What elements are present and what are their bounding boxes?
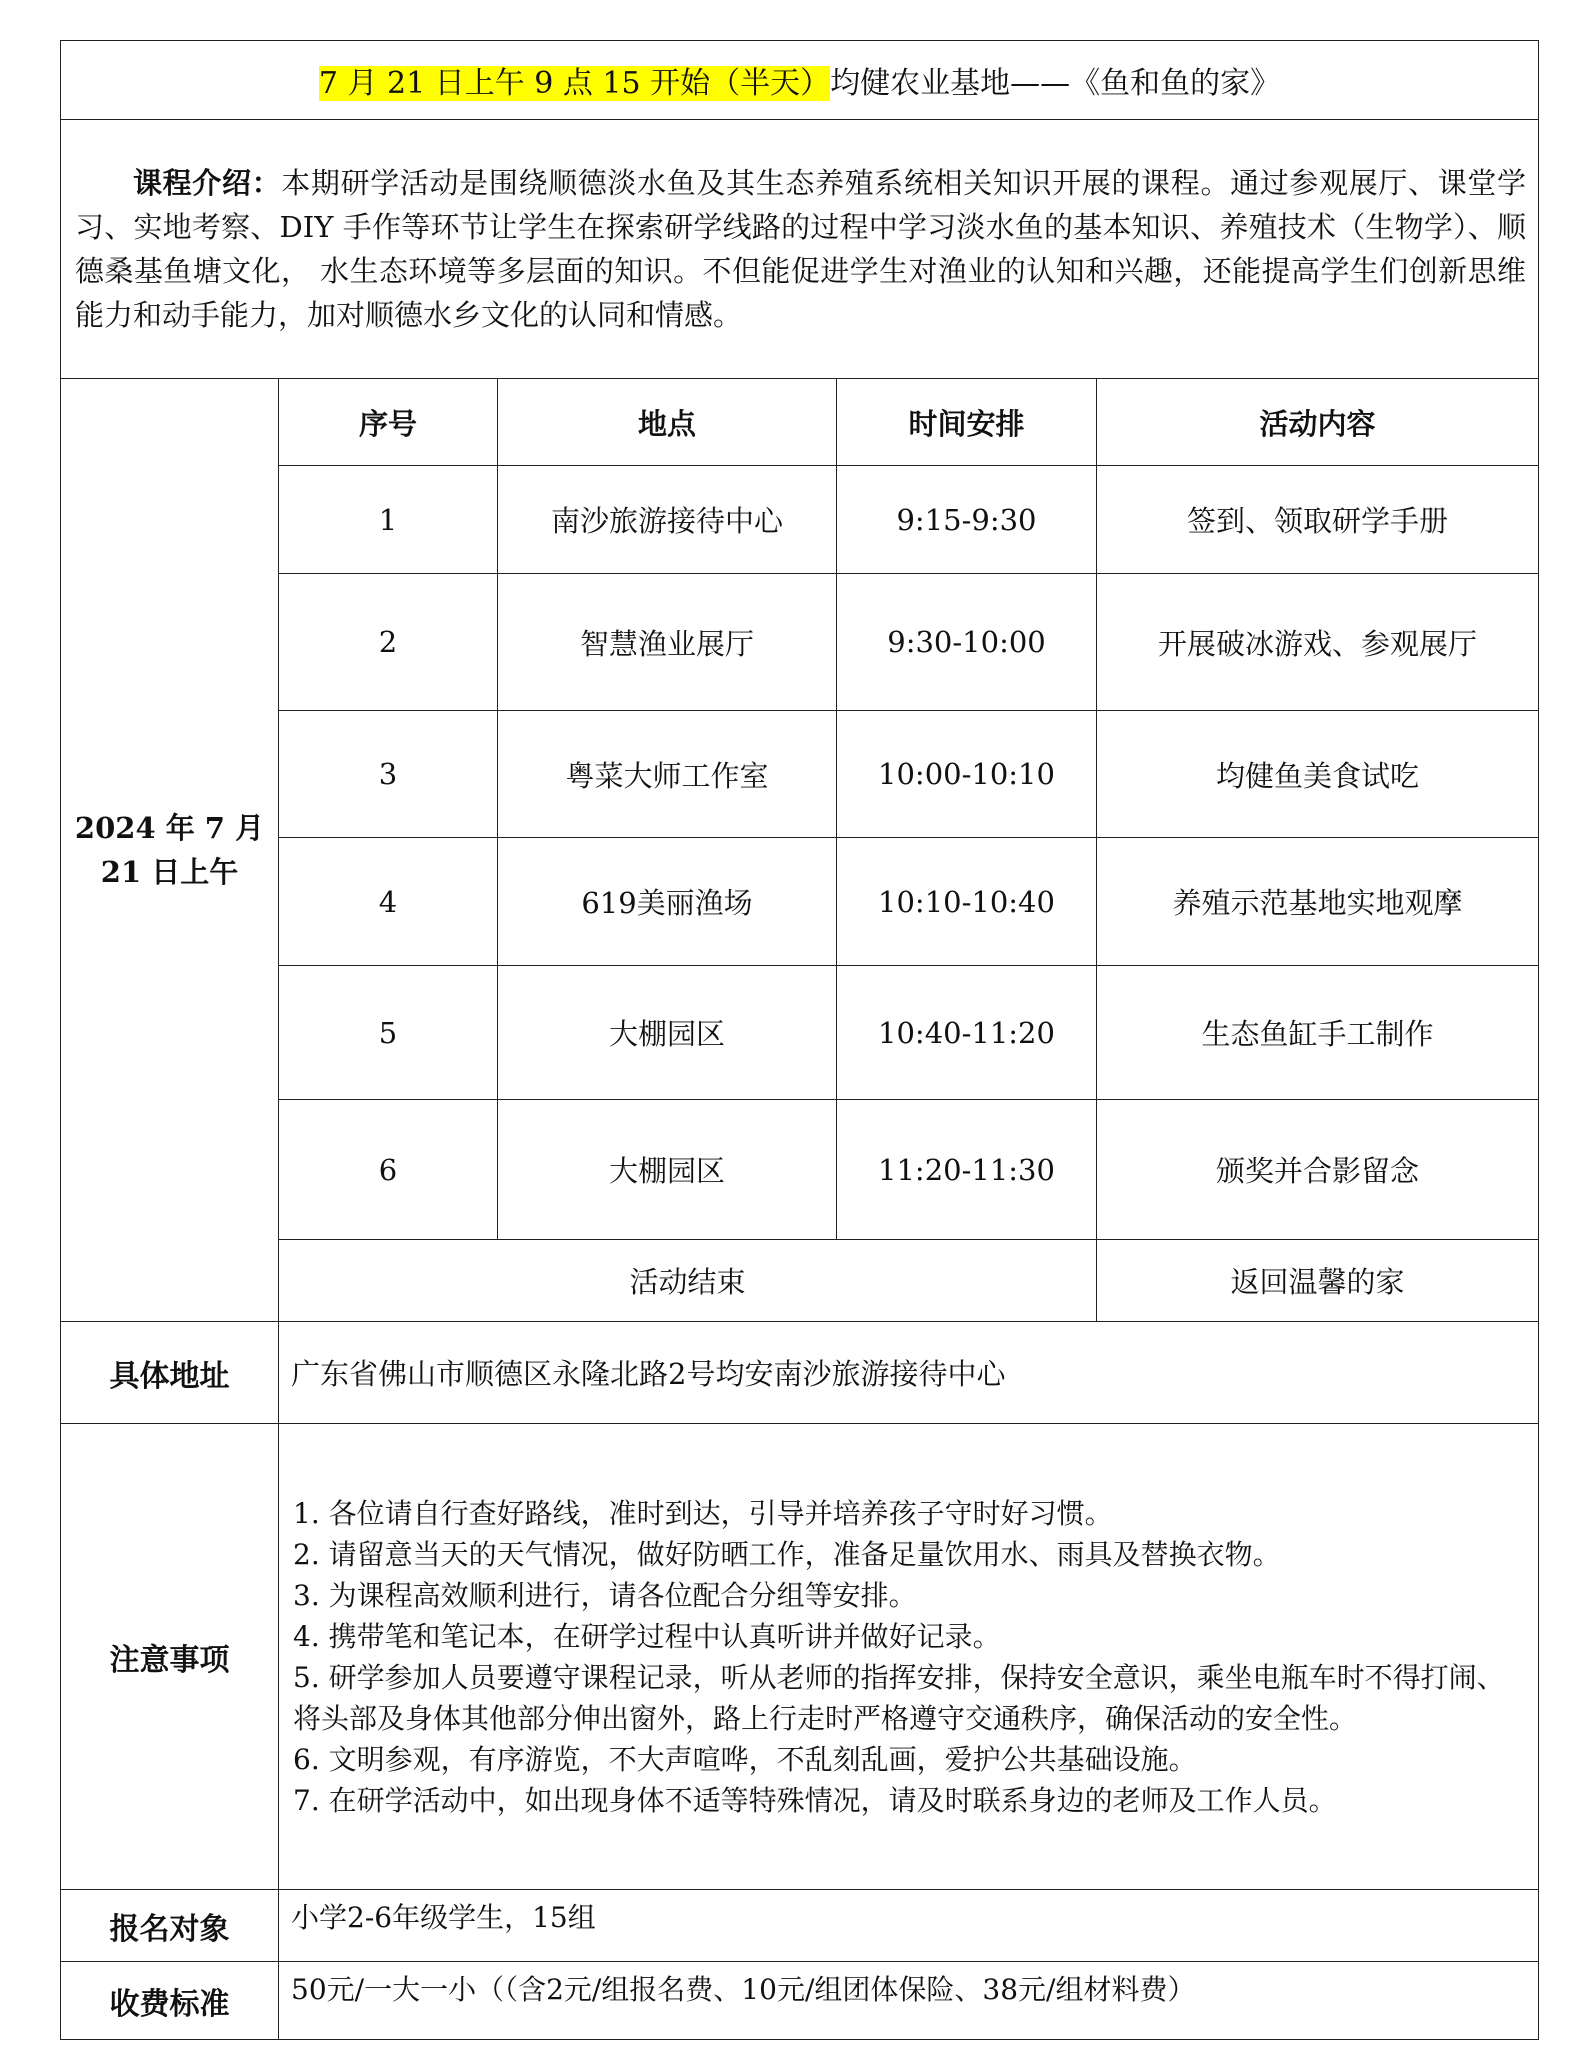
intro-label: 课程介绍： [133, 166, 282, 200]
return-home: 返回温馨的家 [1097, 1240, 1539, 1322]
header-activity: 活动内容 [1097, 379, 1539, 466]
header-no: 序号 [279, 379, 498, 466]
intro-row [61, 120, 1539, 379]
row-time: 10:10-10:40 [837, 838, 1097, 966]
document-page [60, 40, 1538, 2040]
list-item: 2. 请留意当天的天气情况，做好防晒工作，准备足量饮用水、雨具及替换衣物。 [293, 1537, 1281, 1571]
row-place: 智慧渔业展厅 [498, 574, 837, 711]
title-rest: 均健农业基地——《鱼和鱼的家》 [830, 66, 1281, 101]
row-no: 1 [279, 466, 498, 574]
table-row [61, 966, 1539, 1100]
table-row [61, 1100, 1539, 1240]
target-row [61, 1890, 1539, 1962]
row-place: 粤菜大师工作室 [498, 711, 837, 838]
row-activity: 开展破冰游戏、参观展厅 [1097, 574, 1539, 711]
row-no: 5 [279, 966, 498, 1100]
row-no: 4 [279, 838, 498, 966]
notes-label: 注意事项 [61, 1424, 279, 1890]
list-item: 3. 为课程高效顺利进行，请各位配合分组等安排。 [293, 1578, 917, 1612]
fee-value: 50元/一大一小（（含2元/组报名费、10元/组团体保险、38元/组材料费） [279, 1962, 1539, 2040]
schedule-header-row [61, 379, 1539, 466]
list-item: 7. 在研学活动中，如出现身体不适等特殊情况，请及时联系身边的老师及工作人员。 [293, 1783, 1337, 1817]
target-value: 小学2-6年级学生，15组 [279, 1890, 1539, 1962]
header-place: 地点 [498, 379, 837, 466]
table-row [61, 574, 1539, 711]
row-activity: 生态鱼缸手工制作 [1097, 966, 1539, 1100]
list-item: 6. 文明参观，有序游览，不大声喧哗，不乱刻乱画，爱护公共基础设施。 [293, 1742, 1197, 1776]
row-time: 9:30-10:00 [837, 574, 1097, 711]
row-no: 6 [279, 1100, 498, 1240]
row-place: 619美丽渔场 [498, 838, 837, 966]
date-line-2: 21 日上午 [100, 855, 239, 889]
course-table [60, 40, 1539, 2040]
course-intro [61, 120, 1539, 379]
row-place: 南沙旅游接待中心 [498, 466, 837, 574]
list-item: 4. 携带笔和笔记本，在研学过程中认真听讲并做好记录。 [293, 1619, 1001, 1653]
row-time: 10:00-10:10 [837, 711, 1097, 838]
schedule-date [61, 379, 279, 1322]
row-time: 9:15-9:30 [837, 466, 1097, 574]
row-no: 3 [279, 711, 498, 838]
intro-text: 本期研学活动是围绕顺德淡水鱼及其生态养殖系统相关知识开展的课程。通过参观展厅、课堂学习、实地考察、DIY 手作等环节让学生在探索研学线路的过程中学习淡水鱼的基本知识、养殖技术（生物学）、顺德桑基鱼塘文化， 水生态环境等多层面的知识。不但能促进学生对渔业的认知和兴趣，还能提高学生们创新思维能力和动手能力，加对顺德水乡文化的认同和情感。 [75, 166, 1527, 332]
table-row [61, 711, 1539, 838]
row-activity: 颁奖并合影留念 [1097, 1100, 1539, 1240]
list-item: 1. 各位请自行查好路线，准时到达，引导并培养孩子守时好习惯。 [293, 1496, 1113, 1530]
notes-row [61, 1424, 1539, 1890]
list-item: 5. 研学参加人员要遵守课程记录，听从老师的指挥安排，保持安全意识，乘坐电瓶车时不得打闹、将头部及身体其他部分伸出窗外，路上行走时严格遵守交通秩序，确保活动的安全性。 [293, 1660, 1505, 1735]
table-row [61, 466, 1539, 574]
address-value: 广东省佛山市顺德区永隆北路2号均安南沙旅游接待中心 [279, 1322, 1539, 1424]
title-highlight: 7 月 21 日上午 9 点 15 开始（半天） [318, 66, 831, 101]
target-label: 报名对象 [61, 1890, 279, 1962]
row-place: 大棚园区 [498, 1100, 837, 1240]
row-activity: 均健鱼美食试吃 [1097, 711, 1539, 838]
address-row [61, 1322, 1539, 1424]
table-row [61, 838, 1539, 966]
fee-row [61, 1962, 1539, 2040]
title-row [61, 41, 1539, 120]
activity-end: 活动结束 [279, 1240, 1097, 1322]
row-time: 10:40-11:20 [837, 966, 1097, 1100]
row-time: 11:20-11:30 [837, 1100, 1097, 1240]
row-no: 2 [279, 574, 498, 711]
fee-label: 收费标准 [61, 1962, 279, 2040]
address-label: 具体地址 [61, 1322, 279, 1424]
schedule-end-row [61, 1240, 1539, 1322]
header-time: 时间安排 [837, 379, 1097, 466]
row-activity: 签到、领取研学手册 [1097, 466, 1539, 574]
row-place: 大棚园区 [498, 966, 837, 1100]
notes-list [279, 1424, 1539, 1890]
date-line-1: 2024 年 7 月 [74, 811, 265, 845]
row-activity: 养殖示范基地实地观摩 [1097, 838, 1539, 966]
document-title [61, 41, 1539, 120]
